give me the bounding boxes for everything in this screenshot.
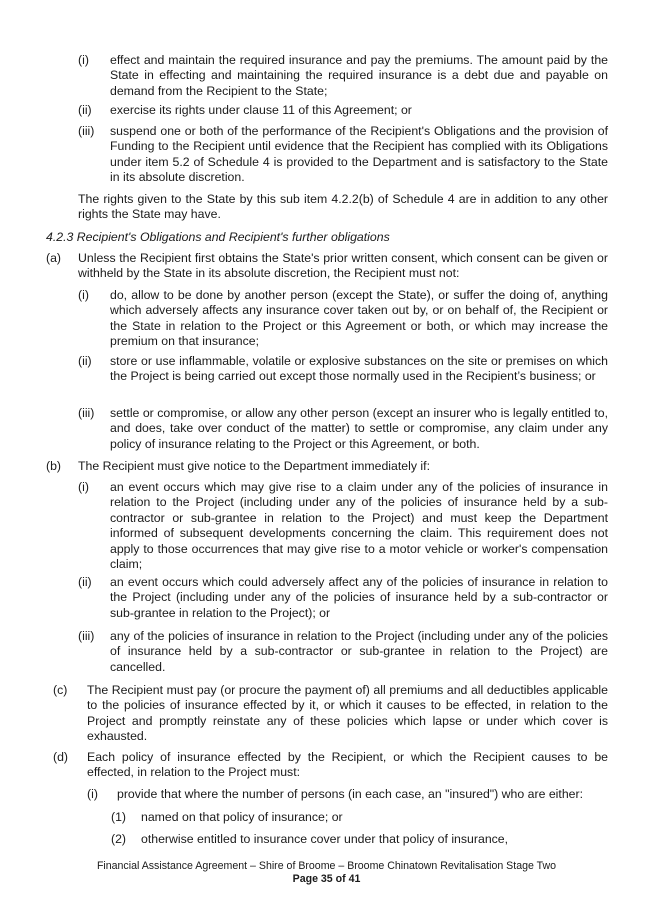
item-text: store or use inflammable, volatile or explosive substances on the site or premises on which the Project is being carried out except those normally used in the Recipient’s business; or	[110, 354, 608, 384]
item-label: (iii)	[78, 124, 95, 138]
item-label: (ii)	[78, 103, 92, 117]
clause-d	[53, 750, 608, 781]
clause-text: The Recipient must give notice to the Department immediately if:	[78, 459, 430, 473]
item-text: an event occurs which could adversely affect any of the policies of insurance in relation to the Project (including under any of the policies of insurance held by a sub-contractor or sub-grantee in relation to the Project); or	[110, 575, 608, 620]
top-item-iii	[78, 124, 608, 186]
clause-label: (d)	[53, 750, 69, 764]
item-label: (i)	[78, 480, 89, 494]
top-item-ii	[78, 103, 608, 118]
item-label: (ii)	[78, 354, 92, 368]
clause-b-item-i	[78, 480, 608, 572]
clause-c	[53, 683, 608, 745]
clause-label: (a)	[46, 251, 62, 265]
item-text: effect and maintain the required insurance and pay the premiums. The amount paid by the State in effecting and maintaining the required insurance is a debt due and payable on demand from the Recipient to the State;	[110, 53, 608, 98]
clause-a-item-iii	[78, 406, 608, 452]
section-heading: 4.2.3 Recipient's Obligations and Recipient's further obligations	[46, 230, 390, 244]
clause-b-item-iii	[78, 629, 608, 675]
rights-paragraph: The rights given to the State by this sub item 4.2.2(b) of Schedule 4 are in addition to any other rights the State may have.	[78, 192, 608, 222]
footer-title: Financial Assistance Agreement – Shire of Broome – Broome Chinatown Revitalisation Stage Two	[96, 860, 557, 872]
page-footer	[0, 860, 653, 886]
item-label: (iii)	[78, 406, 95, 420]
page-number: Page 35 of 41	[292, 873, 361, 885]
clause-d-item-i	[87, 787, 608, 802]
item-label: (i)	[78, 288, 89, 302]
clause-text: Unless the Recipient first obtains the State's prior written consent, which consent can be given or withheld by the State in its absolute discretion, the Recipient must not:	[78, 251, 608, 281]
item-text: settle or compromise, or allow any other person (except an insurer who is legally entitled to, and does, take over conduct of the matter) to settle or compromise, any claim under any policy of insurance relating to the Project or this Agreement, or both.	[110, 406, 608, 451]
sub-item-text: otherwise entitled to insurance cover under that policy of insurance,	[141, 832, 509, 846]
clause-a-item-ii	[78, 354, 608, 385]
clause-text: The Recipient must pay (or procure the payment of) all premiums and all deductibles applicable to the policies of insurance effected by it, or which it causes to be effected, in relation to the Project and promptly reinstate any of these policies which lapse or under which cover is exhausted.	[87, 683, 608, 744]
sub-item-label: (1)	[111, 810, 127, 824]
item-label: (i)	[78, 53, 89, 67]
clause-d-sub-item-2	[111, 832, 608, 847]
clause-a-item-i	[78, 288, 608, 350]
top-item-i	[78, 53, 608, 99]
item-text: do, allow to be done by another person (except the State), or suffer the doing of, anything which adversely affects any insurance cover taken out by, or on behalf of, the Recipient or the State in relation to the Project or this Agreement or both, or which may increase the premium on that insurance;	[110, 288, 608, 349]
item-text: suspend one or both of the performance of the Recipient's Obligations and the provision of Funding to the Recipient until evidence that the Recipient has complied with its Obligations under item 5.2 of Schedule 4 is provided to the Department and is satisfactory to the State in its absolute discretion.	[110, 124, 608, 185]
item-text: provide that where the number of persons (in each case, an "insured") who are either:	[117, 787, 584, 801]
sub-item-label: (2)	[111, 832, 127, 846]
item-text: an event occurs which may give rise to a claim under any of the policies of insurance in relation to the Project (including under any of the policies of insurance held by a sub-contractor or sub-grantee in relation to the Project) and must keep the Department informed of subsequent developments concerning the claim. This requirement does not apply to those occurrences that may give rise to a motor vehicle or worker's compensation claim;	[110, 480, 608, 572]
item-label: (iii)	[78, 629, 95, 643]
clause-text: Each policy of insurance effected by the Recipient, or which the Recipient causes to be effected, in relation to the Project must:	[87, 750, 608, 780]
clause-d-sub-item-1	[111, 810, 608, 825]
item-label: (i)	[87, 787, 98, 801]
item-label: (ii)	[78, 575, 92, 589]
item-text: exercise its rights under clause 11 of this Agreement; or	[110, 103, 412, 117]
clause-b-item-ii	[78, 575, 608, 621]
clause-a	[46, 251, 608, 282]
sub-item-text: named on that policy of insurance; or	[141, 810, 343, 824]
clause-label: (b)	[46, 459, 62, 473]
item-text: any of the policies of insurance in relation to the Project (including under any of the policies of insurance held by a sub-contractor or sub-grantee in relation to the Project) are cancelled.	[110, 629, 608, 674]
clause-b	[46, 459, 608, 474]
clause-label: (c)	[53, 683, 68, 697]
